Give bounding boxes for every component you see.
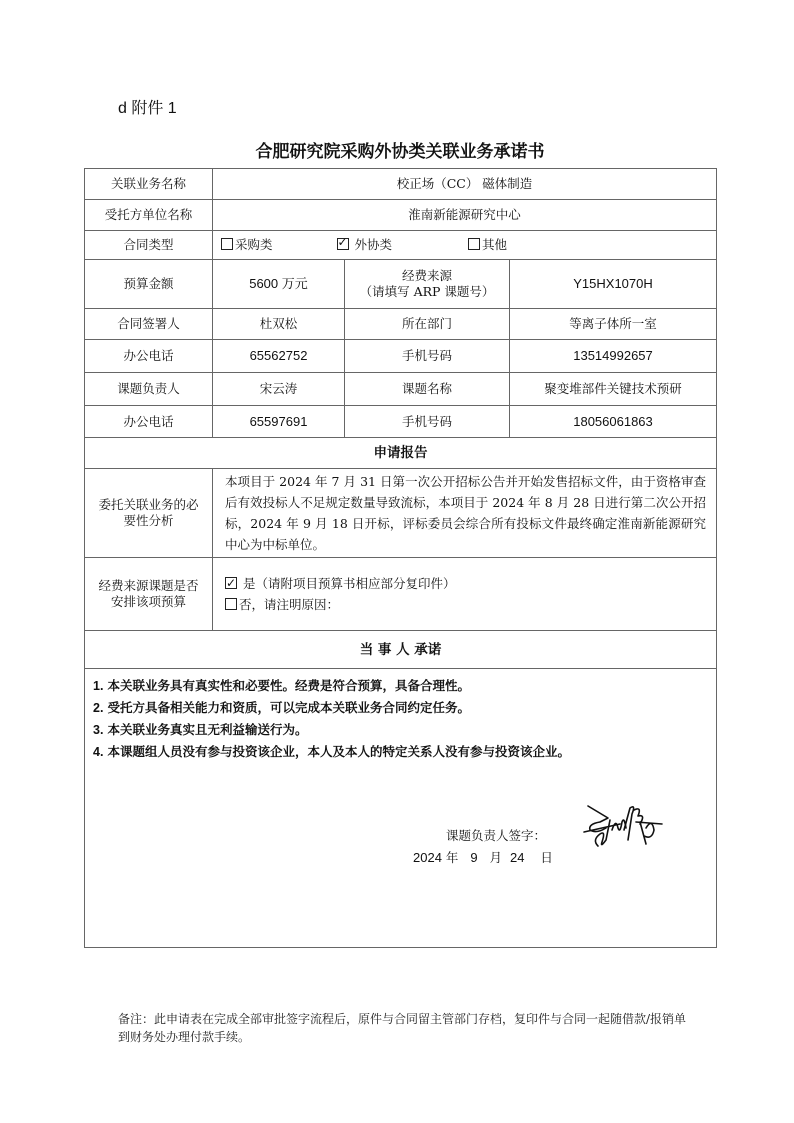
row-budget [85, 260, 717, 309]
promise-section-title: 当 事 人 承诺 [85, 631, 717, 669]
project-name-value: 聚变堆部件关键技术预研 [510, 373, 717, 406]
row-promise-header [85, 631, 717, 669]
checkbox-purchase-icon[interactable] [221, 238, 233, 250]
business-name-value: 校正场（CC） 磁体制造 [213, 169, 717, 200]
project-name-label: 课题名称 [345, 373, 510, 406]
office-phone-label-1: 办公电话 [85, 340, 213, 373]
business-name-label: 关联业务名称 [85, 169, 213, 200]
budget-check-label: 经费来源课题是否安排该项预算 [85, 558, 213, 631]
row-budget-check [85, 558, 717, 631]
outsourcing-option-label: 外协类 [350, 237, 392, 252]
promise-item [93, 719, 708, 741]
mobile-value-2: 18056061863 [510, 406, 717, 438]
row-entrusted-unit [85, 200, 717, 231]
checkbox-other-icon[interactable] [468, 238, 480, 250]
contract-type-other[interactable] [468, 237, 507, 253]
office-phone-value-1: 65562752 [213, 340, 345, 373]
footnote: 备注：此申请表在完成全部审批签字流程后，原件与合同留主管部门存档，复印件与合同一起随借款/报销单到财务处办理付款手续。 [118, 1012, 687, 1044]
date-month: 9 [470, 850, 478, 865]
fund-source-label-line1: 经费来源 [401, 268, 452, 283]
promise-item-text: 本关联业务真实且无利益输送行为。 [107, 722, 308, 737]
project-leader-value: 宋云涛 [213, 373, 345, 406]
fund-source-label-line2: （请填写 ARP 课题号） [359, 284, 495, 299]
row-necessity [85, 469, 717, 558]
budget-no-option[interactable] [217, 594, 712, 615]
date-year: 2024 [413, 850, 442, 865]
department-label: 所在部门 [345, 309, 510, 340]
row-project-leader [85, 373, 717, 406]
row-business-name [85, 169, 717, 200]
fund-source-value: Y15HX1070H [510, 260, 717, 309]
attachment-label: d 附件 1 [118, 100, 177, 117]
department-value: 等离子体所一室 [510, 309, 717, 340]
contract-type-label: 合同类型 [85, 231, 213, 260]
signature-label: 课题负责人签字： [446, 828, 547, 843]
contract-type-purchase[interactable] [221, 237, 273, 253]
date-day-unit: 日 [540, 850, 553, 865]
budget-value: 5600 万元 [213, 260, 345, 309]
signature-date [413, 848, 553, 866]
promise-item-text: 本课题组人员没有参与投资该企业，本人及本人的特定关系人没有参与投资该企业。 [107, 744, 570, 759]
date-year-unit: 年 [445, 850, 459, 865]
row-phone-1 [85, 340, 717, 373]
checkbox-no-icon[interactable] [225, 598, 237, 610]
contract-type-outsourcing[interactable] [337, 237, 392, 253]
budget-yes-option[interactable] [217, 573, 712, 594]
signer-label: 合同签署人 [85, 309, 213, 340]
contract-type-options [213, 231, 717, 260]
promise-item [93, 675, 708, 697]
document-title: 合肥研究院采购外协类关联业务承诺书 [255, 142, 545, 162]
promise-item-text: 本关联业务具有真实性和必要性。经费是符合预算，具备合理性。 [107, 678, 470, 693]
report-section-title: 申请报告 [85, 438, 717, 469]
promise-item [93, 741, 708, 763]
promise-item [93, 697, 708, 719]
mobile-value-1: 13514992657 [510, 340, 717, 373]
office-phone-value-2: 65597691 [213, 406, 345, 438]
mobile-label-2: 手机号码 [345, 406, 510, 438]
entrusted-unit-label: 受托方单位名称 [85, 200, 213, 231]
row-contract-type [85, 231, 717, 260]
fund-source-label [345, 260, 510, 309]
necessity-label: 委托关联业务的必要性分析 [85, 469, 213, 558]
budget-no-label: 否，请注明原因： [239, 597, 340, 612]
budget-label: 预算金额 [85, 260, 213, 309]
checkbox-yes-checked-icon[interactable] [225, 577, 237, 589]
promise-item-num: 3. [93, 723, 104, 737]
promise-item-num: 1. [93, 679, 104, 693]
promise-item-num: 4. [93, 745, 104, 759]
necessity-text: 本项目于 2024 年 7 月 31 日第一次公开招标公告并开始发售招标文件，由于资格审查后有效投标人不足规定数量导致流标，本项目于 2024 年 8 月 28 日进行第二次公开招标，2024 年 9 月 18 日开标，评标委员会综合所有投标文件最终确定淮南新能源研究中心为中标单位。 [225, 474, 706, 552]
budget-yes-label: 是（请附项目预算书相应部分复印件） [239, 576, 456, 591]
other-option-label: 其他 [481, 237, 507, 252]
row-report-header [85, 438, 717, 469]
date-day: 24 [509, 850, 525, 865]
promise-item-text: 受托方具备相关能力和资质，可以完成本关联业务合同约定任务。 [107, 700, 470, 715]
mobile-label-1: 手机号码 [345, 340, 510, 373]
entrusted-unit-value: 淮南新能源研究中心 [213, 200, 717, 231]
purchase-option-label: 采购类 [235, 237, 273, 252]
checkbox-outsourcing-checked-icon[interactable] [337, 238, 349, 250]
project-leader-label: 课题负责人 [85, 373, 213, 406]
signer-value: 杜双松 [213, 309, 345, 340]
necessity-text-cell [213, 469, 717, 558]
budget-check-options [213, 558, 717, 631]
row-phone-2 [85, 406, 717, 438]
office-phone-label-2: 办公电话 [85, 406, 213, 438]
date-month-unit: 月 [489, 850, 503, 865]
promise-item-num: 2. [93, 701, 104, 715]
handwritten-signature-icon [580, 800, 665, 850]
row-signer [85, 309, 717, 340]
